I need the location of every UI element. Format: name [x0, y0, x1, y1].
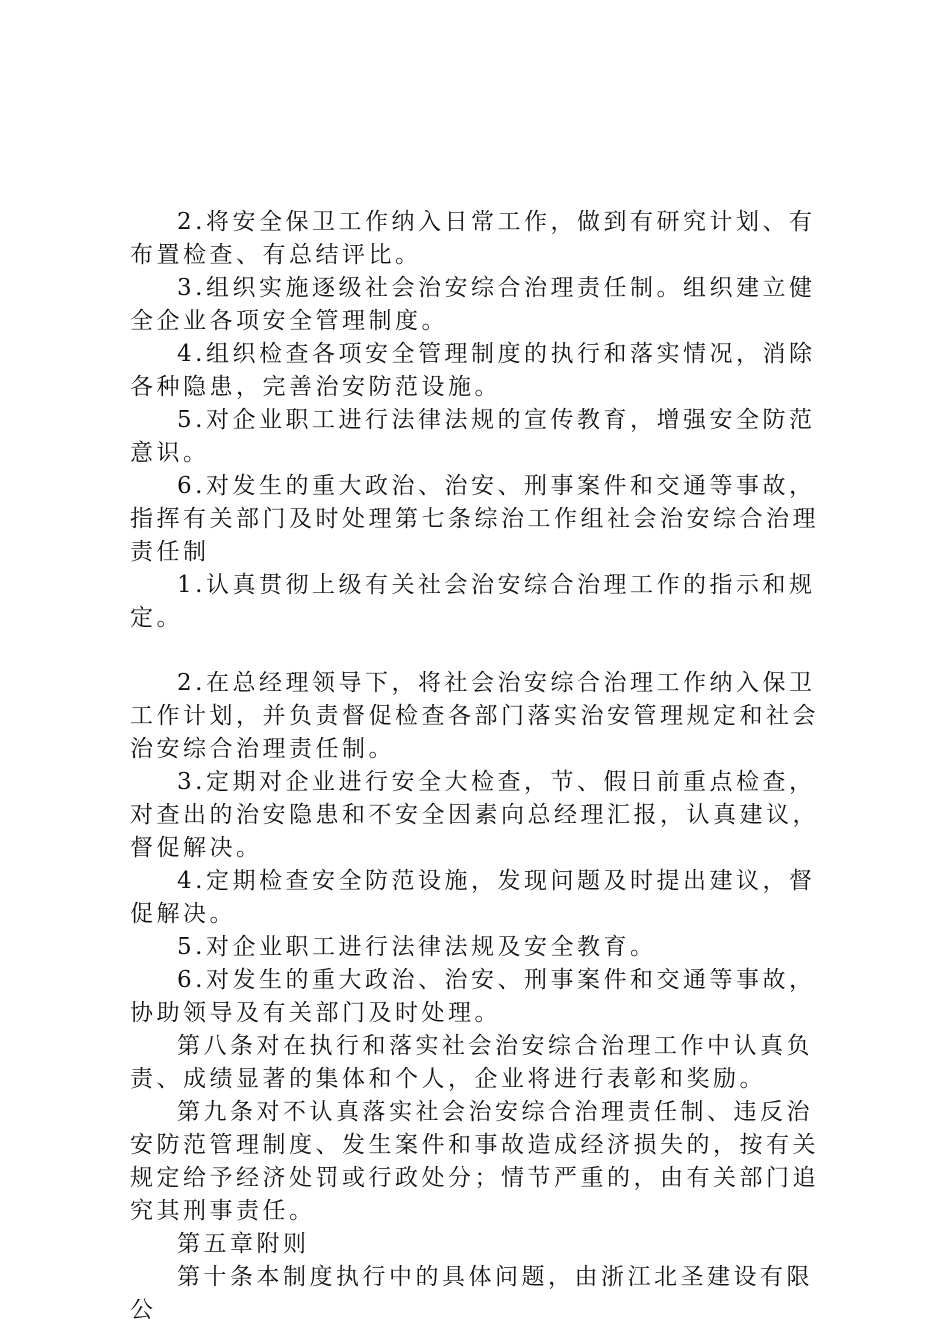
paragraph-item-5: 5.对企业职工进行法律法规的宣传教育，增强安全防范意识。: [130, 407, 816, 466]
paragraph-item-3-inspection: 3.定期对企业进行安全大检查，节、假日前重点检查，对查出的治安隐患和不安全因素向总经理汇报，认真建议，督促解决。: [130, 769, 819, 861]
paragraph-article-8: 第八条对在执行和落实社会治安综合治理工作中认真负责、成绩显著的集体和个人，企业将进行表彰和奖励。: [130, 1033, 813, 1092]
paragraph-item-3: 3.组织实施逐级社会治安综合治理责任制。组织建立健全企业各项安全管理制度。: [130, 275, 816, 334]
paragraph-item-5-education: 5.对企业职工进行法律法规及安全教育。: [177, 934, 657, 960]
paragraph-item-2-plan: 2.在总经理领导下，将社会治安综合治理工作纳入保卫工作计划，并负责督促检查各部门落实治安管理规定和社会治安综合治理责任制。: [130, 670, 819, 762]
paragraph-item-4-facilities: 4.定期检查安全防范设施，发现问题及时提出建议，督促解决。: [130, 868, 816, 927]
paragraph-article-10: 第十条本制度执行中的具体问题，由浙江北圣建设有限公: [130, 1264, 813, 1323]
paragraph-item-1-directive: 1.认真贯彻上级有关社会治安综合治理工作的指示和规定。: [130, 572, 816, 631]
paragraph-article-9: 第九条对不认真落实社会治安综合治理责任制、违反治安防范管理制度、发生案件和事故造成经济损失的，按有关规定给予经济处罚或行政处分；情节严重的，由有关部门追究其刑事责任。: [130, 1099, 819, 1224]
paragraph-item-6: 6.对发生的重大政治、治安、刑事案件和交通等事故，指挥有关部门及时处理第七条综治工作组社会治安综合治理责任制: [130, 473, 819, 565]
paragraph-item-2: 2.将安全保卫工作纳入日常工作，做到有研究计划、有布置检查、有总结评比。: [130, 209, 816, 268]
document-body: [130, 206, 832, 1327]
paragraph-item-4: 4.组织检查各项安全管理制度的执行和落实情况，消除各种隐患，完善治安防范设施。: [130, 341, 816, 400]
chapter-heading: 第五章附则: [177, 1231, 310, 1257]
paragraph-item-6-incidents: 6.对发生的重大政治、治安、刑事案件和交通等事故，协助领导及有关部门及时处理。: [130, 967, 816, 1026]
